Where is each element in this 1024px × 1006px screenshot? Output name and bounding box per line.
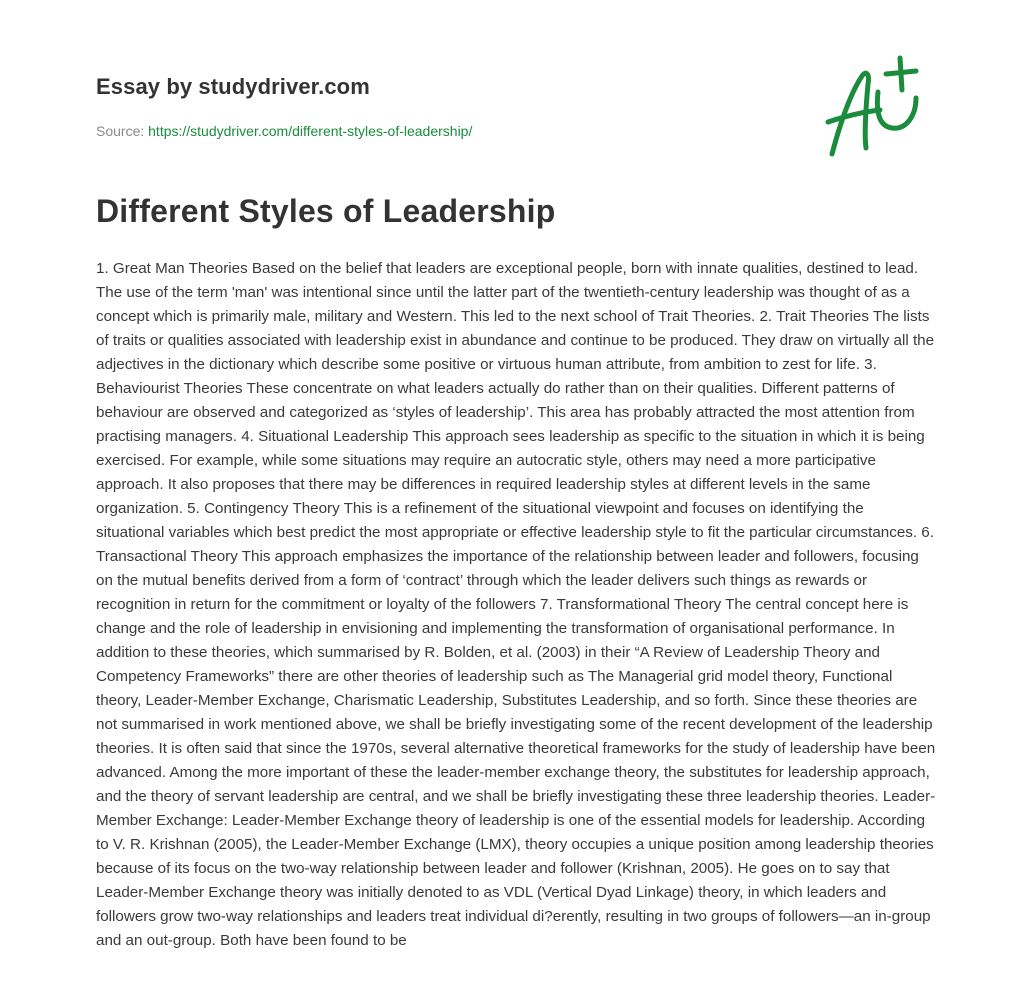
document-title: Different Styles of Leadership <box>96 193 556 229</box>
site-title: Essay by studydriver.com <box>96 74 370 99</box>
essay-body: 1. Great Man Theories Based on the belief that leaders are exceptional people, born with innate qualities, destined to lead. The use of the term 'man' was intentional since until the latter part of the twentieth-century leadership was thought of as a concept which is primarily male, military and Western. This led to the next school of Trait Theories. 2. Trait Theories The lists of traits or qualities associated with leadership exist in abundance and continue to be produced. They draw on virtually all the adjectives in the dictionary which describe some positive or virtuous human attribute, from ambition to zest for life. 3. Behaviourist Theories These concentrate on what leaders actually do rather than on their qualities. Different patterns of behaviour are observed and categorized as ‘styles of leadership’. This area has probably attracted the most attention from practising managers. 4. Situational Leadership This approach sees leadership as specific to the situation in which it is being exercised. For example, while some situations may require an autocratic style, others may need a more participative approach. It also proposes that there may be differences in required leadership styles at different levels in the same organization. 5. Contingency Theory This is a refinement of the situational viewpoint and focuses on identifying the situational variables which best predict the most appropriate or effective leadership style to fit the particular circumstances. 6. Transactional Theory This approach emphasizes the importance of the relationship between leader and followers, focusing on the mutual benefits derived from a form of ‘contract’ through which the leader delivers such things as rewards or recognition in return for the commitment or loyalty of the followers 7. Transformational Theory The central concept here is change and the role of leadership in envisioning and implementing the transformation of organisational performance. In addition to these theories, which summarised by R. Bolden, et al. (2003) in their “A Review of Leadership Theory and Competency Frameworks” there are other theories of leadership such as The Managerial grid model theory, Functional theory, Leader-Member Exchange, Charismatic Leadership, Substitutes Leadership, and so forth. Since these theories are not summarised in work mentioned above, we shall be briefly investigating some of the recent development of the leadership theories. It is often said that since the 1970s, several alternative theoretical frameworks for the study of leadership have been advanced. Among the more important of these the leader-member exchange theory, the substitutes for leadership approach, and the theory of servant leadership are central, and we shall be briefly investigating these three leadership theories. Leader-Member Exchange: Leader-Member Exchange theory of leadership is one of the essential models for leadership. According to V. R. Krishnan (2005), the Leader-Member Exchange (LMX), theory occupies a unique position among leadership theories because of its focus on the two-way relationship between leader and follower (Krishnan, 2005). He goes on to say that Leader-Member Exchange theory was initially denoted to as VDL (Vertical Dyad Linkage) theory, in which leaders and followers grow two-way relationships and leaders treat individual di?erently, resulting in two groups of followers—an in-group and an out-group. Both have been found to be <box>96 260 936 949</box>
source-line <box>96 123 472 139</box>
source-label: Source: <box>96 123 149 139</box>
source-link[interactable]: https://studydriver.com/different-styles-of-leadership/ <box>148 123 473 139</box>
a-plus-grade-icon <box>818 44 928 164</box>
